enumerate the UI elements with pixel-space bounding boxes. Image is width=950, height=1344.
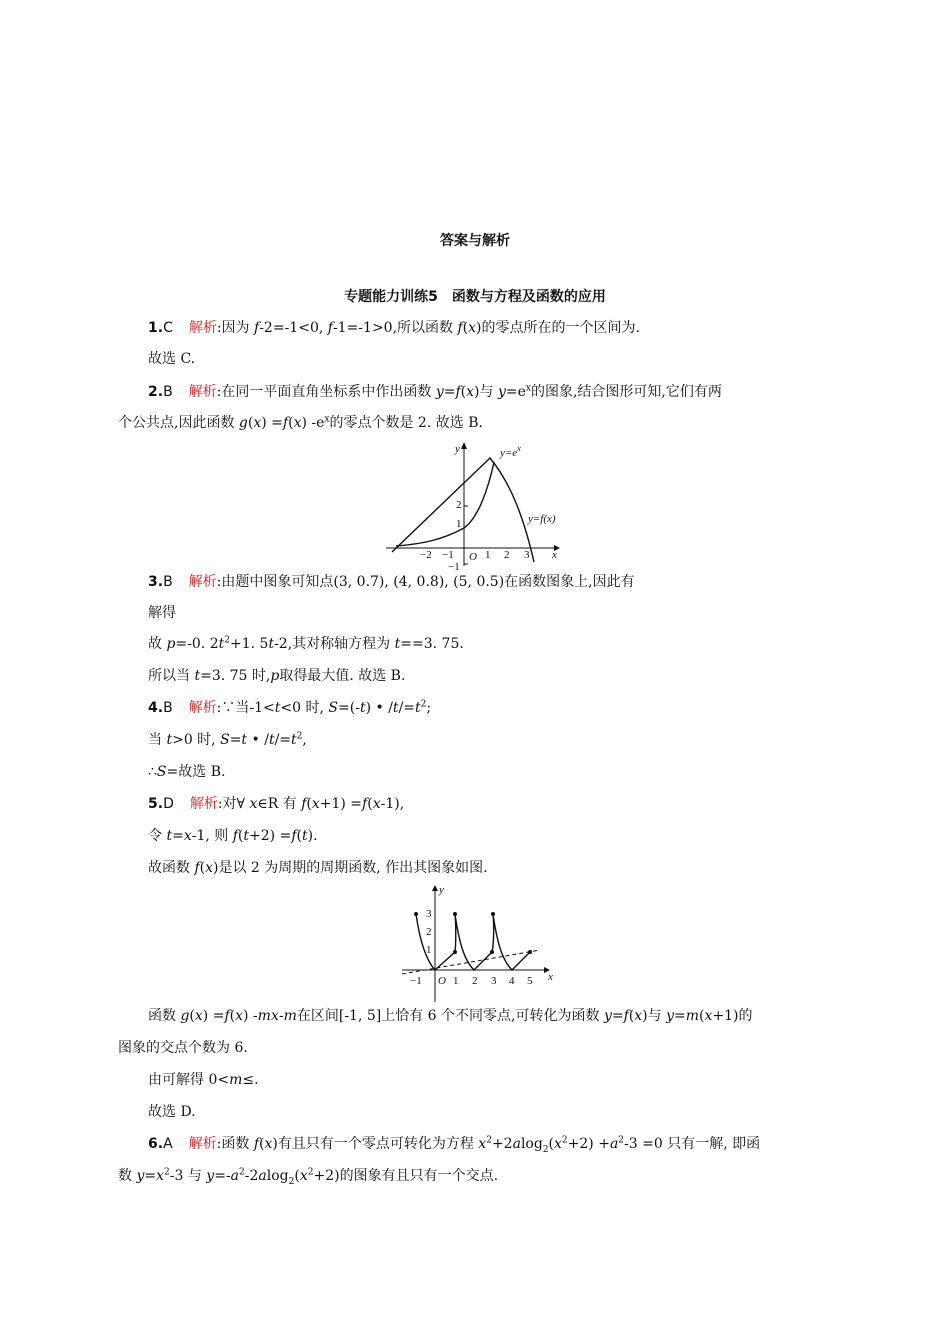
q6-line1 xyxy=(148,1134,760,1154)
math: x xyxy=(634,1008,643,1024)
q3-line4 xyxy=(148,666,405,686)
text: ( xyxy=(548,1136,555,1152)
q3-line2: 解得 xyxy=(148,605,176,621)
math: x xyxy=(299,1168,308,1184)
q4-jiexi-label: 解析 xyxy=(188,700,217,716)
text: ∈R 有 xyxy=(257,796,302,812)
text: )的零点所在的一个区间为. xyxy=(476,320,640,336)
endpoint-dot xyxy=(414,912,418,916)
x-tick-label: −1 xyxy=(442,549,454,561)
math: x xyxy=(466,384,475,400)
text: /= xyxy=(398,700,416,716)
math: f xyxy=(254,320,260,336)
endpoint-dot xyxy=(453,950,457,954)
math: m xyxy=(283,1008,297,1024)
q1-line1 xyxy=(148,318,640,338)
math: x xyxy=(468,320,477,336)
math: t xyxy=(243,828,250,844)
q2-line2 xyxy=(118,413,483,433)
text: +2)的图象有且只有一个交点. xyxy=(313,1168,499,1184)
text: +2) + xyxy=(567,1136,610,1152)
math: a xyxy=(258,1168,267,1184)
y-tick-label: 1 xyxy=(426,944,432,956)
text: e xyxy=(517,384,526,400)
math: x xyxy=(253,415,262,431)
math: t xyxy=(301,828,308,844)
math: y=f xyxy=(603,1008,629,1024)
math: t xyxy=(166,828,173,844)
text: 故函数 xyxy=(148,860,195,876)
text: 的零点个数是 2. 故选 B. xyxy=(329,415,483,431)
text: , xyxy=(302,732,307,748)
x-tick-label: 4 xyxy=(509,975,515,987)
math: x xyxy=(205,860,214,876)
text: ). xyxy=(307,828,318,844)
q5-answer: D xyxy=(163,796,174,812)
math: g xyxy=(180,1008,190,1024)
text: :对∀ xyxy=(217,796,250,812)
y-tick-label: −1 xyxy=(448,561,460,573)
math: p xyxy=(270,668,280,684)
q4-line2 xyxy=(148,730,307,750)
q2-jiexi-label: 解析 xyxy=(188,384,217,400)
math: mx xyxy=(257,1008,279,1024)
math: S xyxy=(328,700,338,716)
math: x xyxy=(249,796,258,812)
math: x xyxy=(372,796,381,812)
doc-title: 答案与解析 xyxy=(440,233,510,249)
q1-jiexi-label: 解析 xyxy=(188,320,217,336)
text: = xyxy=(229,732,242,748)
text: =故选 B. xyxy=(166,764,226,780)
endpoint-dot xyxy=(490,950,494,954)
text: ) • / xyxy=(365,700,393,716)
x-tick-label: 3 xyxy=(524,549,530,561)
text: :函数 xyxy=(216,1136,254,1152)
q5-number: 5. xyxy=(148,796,164,812)
text: 由可解得 0< xyxy=(148,1072,230,1088)
exp-curve-label xyxy=(499,444,521,459)
math: t xyxy=(218,636,225,652)
text: <0 时, xyxy=(280,700,329,716)
y-axis-label: y xyxy=(455,443,460,455)
math: f xyxy=(327,320,333,336)
math: x xyxy=(293,415,302,431)
math: t xyxy=(359,700,366,716)
text: log xyxy=(266,1168,289,1184)
math-sub: 2 xyxy=(542,1144,549,1155)
f-curve xyxy=(392,458,534,562)
text: 的图象,结合图形可知,它们有两 xyxy=(530,384,722,400)
q5-jiexi-label: 解析 xyxy=(189,796,218,812)
math: x xyxy=(264,1136,273,1152)
y-tick-label: 3 xyxy=(426,908,432,920)
math: f xyxy=(282,415,289,431)
text: 令 xyxy=(148,828,167,844)
text: ) = xyxy=(261,415,283,431)
math: f xyxy=(362,796,368,812)
text: ==3. 75. xyxy=(400,636,464,652)
text: 个公共点,因此函数 xyxy=(118,415,239,431)
math: f xyxy=(291,828,297,844)
f-curve-label: y=f(x) xyxy=(528,513,556,525)
math-sup: 2 xyxy=(618,1135,625,1146)
text: 函数 xyxy=(148,1008,181,1024)
text: 数 xyxy=(118,1168,137,1184)
q1-line2: 故选 C. xyxy=(148,351,196,367)
math: t xyxy=(166,732,173,748)
math: S xyxy=(220,732,230,748)
text: ( xyxy=(189,1008,195,1024)
q3-line1 xyxy=(148,572,635,592)
text: ( xyxy=(296,828,302,844)
text: -2=-1<0, xyxy=(259,320,328,336)
text: :因为 xyxy=(216,320,255,336)
q5-line2 xyxy=(148,826,318,846)
math: S xyxy=(156,764,167,780)
math: t xyxy=(394,636,401,652)
math-sup: 2 xyxy=(486,1135,492,1146)
math: t xyxy=(274,700,281,716)
origin-label: O xyxy=(469,551,477,563)
x-tick-label: 1 xyxy=(485,549,491,561)
text: ( xyxy=(367,796,373,812)
q3-number: 3. xyxy=(148,574,164,590)
text: =(- xyxy=(338,700,360,716)
math: t xyxy=(392,700,399,716)
q4-line1 xyxy=(148,698,431,718)
math: t xyxy=(194,668,201,684)
text: :由题中图象可知点(3, 0.7), (4, 0.8), (5, 0.5)在函数图象上,因此有 xyxy=(216,574,635,590)
x-tick-label: −1 xyxy=(410,975,422,987)
math: x xyxy=(194,1008,203,1024)
text: -1, 则 xyxy=(191,828,233,844)
text: =3. 75 时, xyxy=(200,668,271,684)
x-axis-label: x xyxy=(548,971,553,983)
q5-line3 xyxy=(148,858,488,878)
text: 在区间[-1, 5]上恰有 6 个不同零点,可转化为函数 xyxy=(296,1008,604,1024)
math: y=m xyxy=(666,1008,699,1024)
q4-number: 4. xyxy=(148,700,164,716)
math: y=x xyxy=(136,1168,164,1184)
q4-answer: B xyxy=(163,700,173,716)
math-sup: x xyxy=(525,383,531,394)
math: t xyxy=(241,732,248,748)
section-title: 专题能力训练5 函数与方程及函数的应用 xyxy=(344,289,606,305)
q6-number: 6. xyxy=(148,1136,164,1152)
text: -3 =0 只有一解, 即函 xyxy=(624,1136,761,1152)
y-tick-label: 2 xyxy=(426,926,432,938)
figure-1-graph xyxy=(382,440,572,573)
q2-line1 xyxy=(148,382,722,402)
text: =-0. 2 xyxy=(175,636,219,652)
text: ( xyxy=(294,1168,300,1184)
origin-label: O xyxy=(438,975,446,987)
y-axis-label: y xyxy=(439,884,444,896)
text: • / xyxy=(247,732,269,748)
y-axis-arrow xyxy=(432,885,438,891)
math: x xyxy=(235,1008,244,1024)
math: f xyxy=(457,320,463,336)
math-sup: x xyxy=(324,414,330,425)
text: =- xyxy=(214,1168,231,1184)
math: a xyxy=(609,1136,619,1152)
label-text: y=e xyxy=(500,447,518,459)
text: )有且只有一个零点可转化为方程 xyxy=(272,1136,479,1152)
math: f xyxy=(224,1008,230,1024)
endpoint-dot xyxy=(491,912,495,916)
math: p xyxy=(166,636,176,652)
text: ) - xyxy=(243,1008,258,1024)
math: y xyxy=(206,1168,215,1184)
q5-line1 xyxy=(148,794,404,814)
math: m xyxy=(229,1072,243,1088)
math: f xyxy=(253,1136,259,1152)
q5-line6 xyxy=(148,1070,259,1090)
text: -2,其对称轴方程为 xyxy=(274,636,395,652)
text: = xyxy=(172,828,184,844)
math: x xyxy=(183,828,192,844)
figure-2-graph xyxy=(400,884,560,1004)
text: ; xyxy=(426,700,432,716)
text: ( xyxy=(698,1008,705,1024)
math: f xyxy=(232,828,238,844)
math-sup: 2 xyxy=(307,1167,314,1178)
math: x xyxy=(704,1008,713,1024)
text: 所以当 xyxy=(148,668,195,684)
q2-answer: B xyxy=(163,384,173,400)
math-sup: 2 xyxy=(239,1167,245,1178)
math: f xyxy=(194,860,200,876)
q3-line3 xyxy=(148,634,464,654)
text: >0 时, xyxy=(172,732,221,748)
math: t xyxy=(268,732,275,748)
text: ( xyxy=(199,860,206,876)
math: t xyxy=(268,636,275,652)
x-tick-label: 2 xyxy=(472,975,478,987)
math: y= xyxy=(497,384,518,400)
math: x xyxy=(554,1136,562,1152)
math-sup: 2 xyxy=(561,1135,568,1146)
text: -2 xyxy=(244,1168,259,1184)
text: 当 xyxy=(148,732,167,748)
text: -1), xyxy=(380,796,405,812)
q6-line2 xyxy=(118,1166,498,1186)
text: )是以 2 为周期的周期函数, 作出其图象如图. xyxy=(213,860,488,876)
endpoint-dot xyxy=(453,912,457,916)
q5-line7: 故选 D. xyxy=(148,1104,196,1120)
text: 故 xyxy=(148,636,167,652)
y-tick-label: 1 xyxy=(456,518,462,530)
x-axis-label: x xyxy=(552,549,557,561)
q6-answer: A xyxy=(163,1136,173,1152)
x-tick-label: 2 xyxy=(504,549,510,561)
math: a xyxy=(512,1136,521,1152)
math-sup: 2 xyxy=(420,699,427,710)
text: +2 xyxy=(491,1136,513,1152)
text: log xyxy=(520,1136,543,1152)
math-sub: 2 xyxy=(288,1176,295,1187)
q2-number: 2. xyxy=(148,384,164,400)
text: +1. 5 xyxy=(229,636,269,652)
q4-line3 xyxy=(148,762,225,782)
text: ) -e xyxy=(301,415,325,431)
x-tick-label: 3 xyxy=(491,975,497,987)
q5-line4 xyxy=(148,1006,752,1026)
text: :∵当-1< xyxy=(216,700,275,716)
text: ( xyxy=(229,1008,236,1024)
math: y=f xyxy=(435,384,461,400)
q6-jiexi-label: 解析 xyxy=(188,1136,217,1152)
label-sup: x xyxy=(517,444,521,453)
text: +1) = xyxy=(319,796,363,812)
math: t xyxy=(415,700,421,716)
math: x xyxy=(311,796,320,812)
math-sup: 2 xyxy=(296,731,303,742)
text: ( xyxy=(460,384,467,400)
text: ( xyxy=(462,320,469,336)
text: ( xyxy=(259,1136,265,1152)
text: ∴ xyxy=(148,764,157,780)
x-tick-label: −2 xyxy=(420,549,432,561)
text: ≤. xyxy=(242,1072,259,1088)
math: f xyxy=(301,796,307,812)
text: +1)的 xyxy=(712,1008,753,1024)
math: x xyxy=(478,1136,487,1152)
math-sup: 2 xyxy=(224,635,230,646)
text: -1=-1>0,所以函数 xyxy=(332,320,458,336)
math: a xyxy=(230,1168,240,1184)
math: g xyxy=(238,415,248,431)
text: +2) = xyxy=(249,828,292,844)
q5-line5: 图象的交点个数为 6. xyxy=(118,1040,248,1056)
x-tick-label: 1 xyxy=(453,975,459,987)
text: ( xyxy=(247,415,254,431)
x-tick-label: 5 xyxy=(527,975,533,987)
text: ( xyxy=(628,1008,635,1024)
text: -3 与 xyxy=(169,1168,207,1184)
q1-number: 1. xyxy=(148,320,164,336)
y-axis-arrow xyxy=(461,442,467,449)
q1-answer: C xyxy=(163,320,173,336)
text: ) = xyxy=(202,1008,225,1024)
text: ( xyxy=(288,415,294,431)
y-tick-label: 2 xyxy=(456,499,462,511)
text: )与 xyxy=(474,384,498,400)
q3-answer: B xyxy=(163,574,173,590)
text: - xyxy=(278,1008,284,1024)
text: ( xyxy=(237,828,244,844)
math: t xyxy=(291,732,297,748)
text: 取得最大值. 故选 B. xyxy=(279,668,406,684)
math-sup: 2 xyxy=(164,1167,170,1178)
text: )与 xyxy=(642,1008,667,1024)
text: :在同一平面直角坐标系中作出函数 xyxy=(216,384,436,400)
text: ( xyxy=(306,796,312,812)
q3-jiexi-label: 解析 xyxy=(188,574,217,590)
text: /= xyxy=(274,732,292,748)
